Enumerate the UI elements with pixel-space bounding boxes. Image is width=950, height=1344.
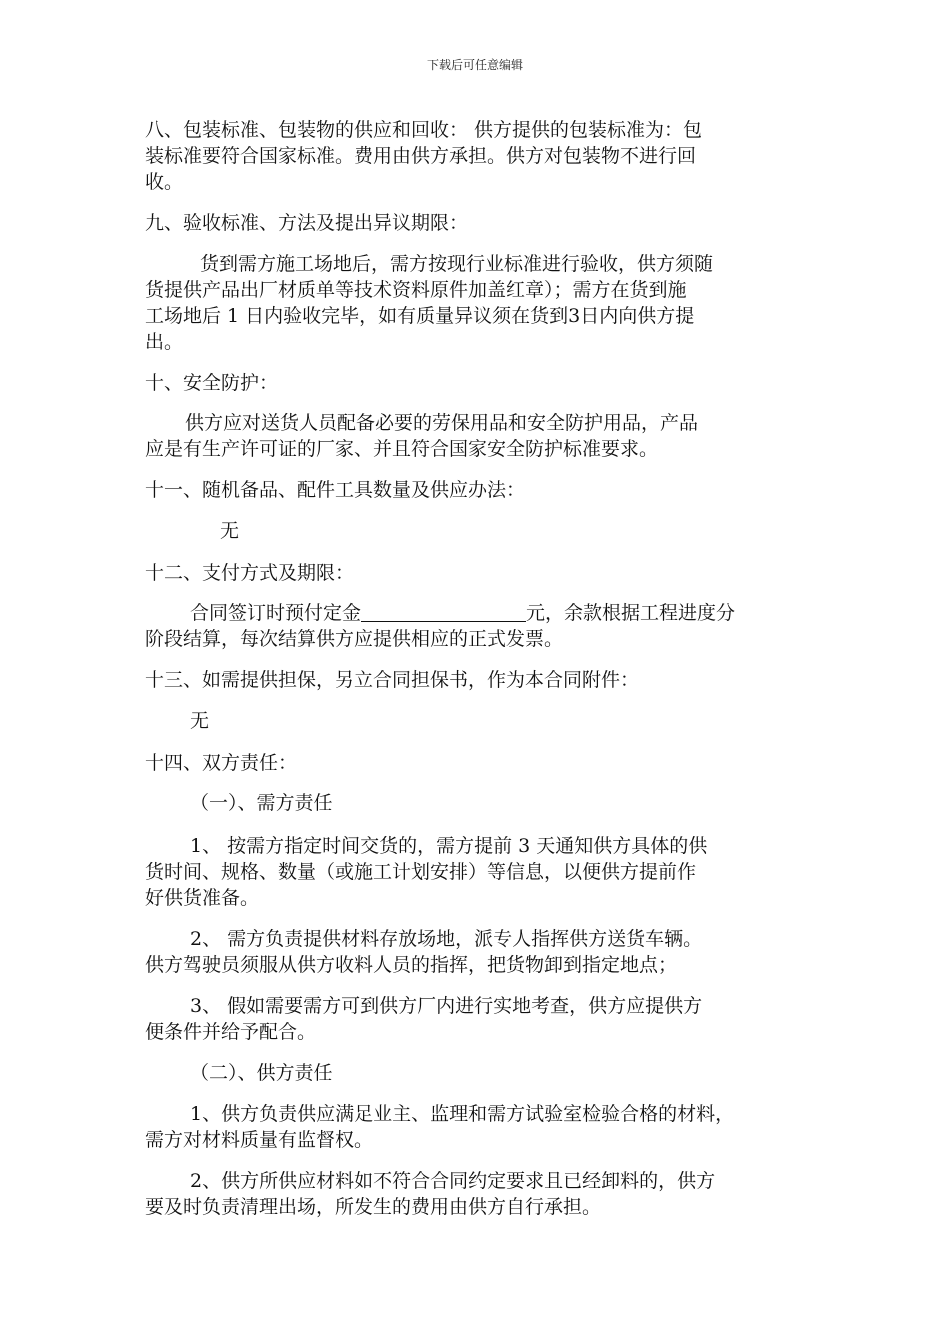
text-line: 无 xyxy=(220,520,240,542)
subsection-heading: （二）、供方责任 xyxy=(190,1062,333,1084)
text-line: 阶段结算，每次结算供方应提供相应的正式发票。 xyxy=(145,628,564,650)
section-heading: 十三、如需提供担保，另立合同担保书，作为本合同附件： xyxy=(145,669,640,691)
text-line: 3、 假如需要需方可到供方厂内进行实地考查，供方应提供方 xyxy=(190,995,703,1017)
text-line: 应是有生产许可证的厂家、并且符合国家安全防护标准要求。 xyxy=(145,438,659,460)
section-heading: 十二、支付方式及期限： xyxy=(145,562,355,584)
subsection-heading: （一）、需方责任 xyxy=(190,792,333,814)
text-line: 便条件并给予配合。 xyxy=(145,1021,317,1043)
text-line: 2、 需方负责提供材料存放场地，派专人指挥供方送货车辆。 xyxy=(190,928,703,950)
section-heading: 十、安全防护： xyxy=(145,372,279,394)
payment-text-before: 合同签订时预付定金 xyxy=(190,602,362,624)
text-line: 1、供方负责供应满足业主、监理和需方试验室检验合格的材料， xyxy=(190,1103,735,1125)
text-line: 1、 按需方指定时间交货的，需方提前 3 天通知供方具体的供 xyxy=(190,835,708,857)
text-line: 需方对材料质量有监督权。 xyxy=(145,1129,374,1151)
amount-blank xyxy=(361,603,526,622)
text-line: 八、包装标准、包装物的供应和回收： 供方提供的包装标准为：包 xyxy=(145,119,703,141)
section-heading: 九、验收标准、方法及提出异议期限： xyxy=(145,212,469,234)
section-heading: 十四、双方责任： xyxy=(145,752,298,774)
text-line: 装标准要符合国家标准。费用由供方承担。供方对包装物不进行回 xyxy=(145,145,697,167)
text-line: 货提供产品出厂材质单等技术资料原件加盖红章）；需方在货到施 xyxy=(145,279,687,301)
text-line: 无 xyxy=(190,710,210,732)
text-line: 货到需方施工场地后，需方按现行业标准进行验收，供方须随 xyxy=(200,253,714,275)
payment-line xyxy=(190,600,860,626)
text-line: 供方应对送货人员配备必要的劳保用品和安全防护用品，产品 xyxy=(185,412,699,434)
text-line: 收。 xyxy=(145,171,184,193)
text-line: 2、供方所供应材料如不符合合同约定要求且已经卸料的，供方 xyxy=(190,1170,716,1192)
text-line: 货时间、规格、数量（或施工计划安排）等信息，以便供方提前作 xyxy=(145,861,697,883)
section-heading: 十一、随机备品、配件工具数量及供应办法： xyxy=(145,479,526,501)
text-line: 要及时负责清理出场，所发生的费用由供方自行承担。 xyxy=(145,1196,602,1218)
text-line: 好供货准备。 xyxy=(145,887,260,909)
text-line: 工场地后 1 日内验收完毕，如有质量异议须在货到3日内向供方提 xyxy=(145,305,695,327)
text-line: 出。 xyxy=(145,331,184,353)
payment-text-after: 元，余款根据工程进度分 xyxy=(526,602,736,624)
text-line: 供方驾驶员须服从供方收料人员的指挥，把货物卸到指定地点； xyxy=(145,954,678,976)
page-header: 下载后可任意编辑 xyxy=(426,58,523,72)
